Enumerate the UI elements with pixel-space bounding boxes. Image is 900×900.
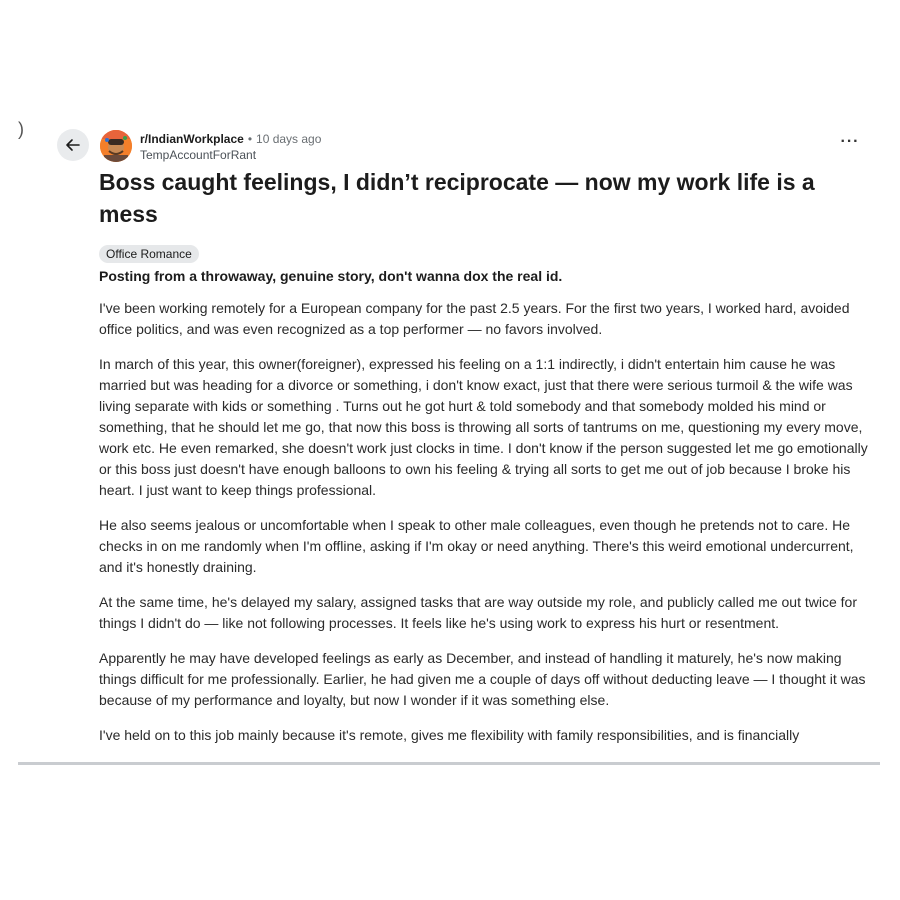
avatar-image [100, 130, 132, 162]
post-paragraph: I've been working remotely for a European company for the past 2.5 years. For the first two years, I worked hard, avoided office politics, and was even recognized as a top performer — no favors involved. [99, 300, 850, 337]
post-paragraph: Apparently he may have developed feelings as early as December, and instead of handling it maturely, he's now making things difficult for me professionally. Earlier, he had given me a couple of days off without deducting leave — I thought it was because of my performance and loyalty, but now I wonder if it was something else. [99, 650, 866, 708]
post-meta [140, 131, 321, 163]
more-horizontal-icon: ··· [840, 133, 860, 150]
post-time: 10 days ago [256, 132, 322, 146]
post-paragraph: In march of this year, this owner(foreigner), expressed his feeling on a 1:1 indirectly, i didn't entertain him cause he was married but was heading for a divorce or something, i don't know exact, just that there were serious turmoil & the wife was living separate with kids or something . Turns out he got hurt & told somebody and that somebody molded his mind or something, that he should let me go, that now this boss is throwing all sorts of tantrums on me, questioning my every move, work etc. He even remarked, she doesn't work just clocks in time. I don't know if the person suggested let me go emotionally or this boss just doesn't have enough balloons to own his feeling & trying all sorts to get me out of job because I broke his heart. I just want to keep things professional. [99, 356, 868, 498]
subreddit-link[interactable]: r/IndianWorkplace [140, 132, 244, 146]
post-paragraph: At the same time, he's delayed my salary, assigned tasks that are way outside my role, and publicly called me out twice for things I didn't do — like not following processes. It feels like he's using work to express his hurt or resentment. [99, 594, 857, 631]
back-button[interactable] [57, 129, 89, 161]
post-body [99, 266, 869, 760]
more-options-button[interactable] [836, 132, 864, 152]
content-divider [18, 762, 880, 765]
subreddit-avatar[interactable] [100, 130, 132, 162]
post-title: Boss caught feelings, I didn’t reciprocate — now my work life is a mess [99, 169, 815, 227]
meta-separator: • [247, 132, 253, 146]
edge-fragment: ) [18, 119, 24, 139]
post-paragraph: I've held on to this job mainly because it's remote, gives me flexibility with family responsibilities, and is financially [99, 727, 800, 743]
post-paragraph: He also seems jealous or uncomfortable when I speak to other male colleagues, even though he pretends not to care. He checks in on me randomly when I'm offline, asking if I'm okay or need anything. There's this weird emotional undercurrent, and it's honestly draining. [99, 517, 854, 575]
post-lead: Posting from a throwaway, genuine story, don't wanna dox the real id. [99, 268, 563, 284]
post-flair[interactable]: Office Romance [99, 245, 199, 263]
author-link[interactable]: TempAccountForRant [140, 148, 257, 162]
arrow-left-icon [65, 137, 81, 153]
